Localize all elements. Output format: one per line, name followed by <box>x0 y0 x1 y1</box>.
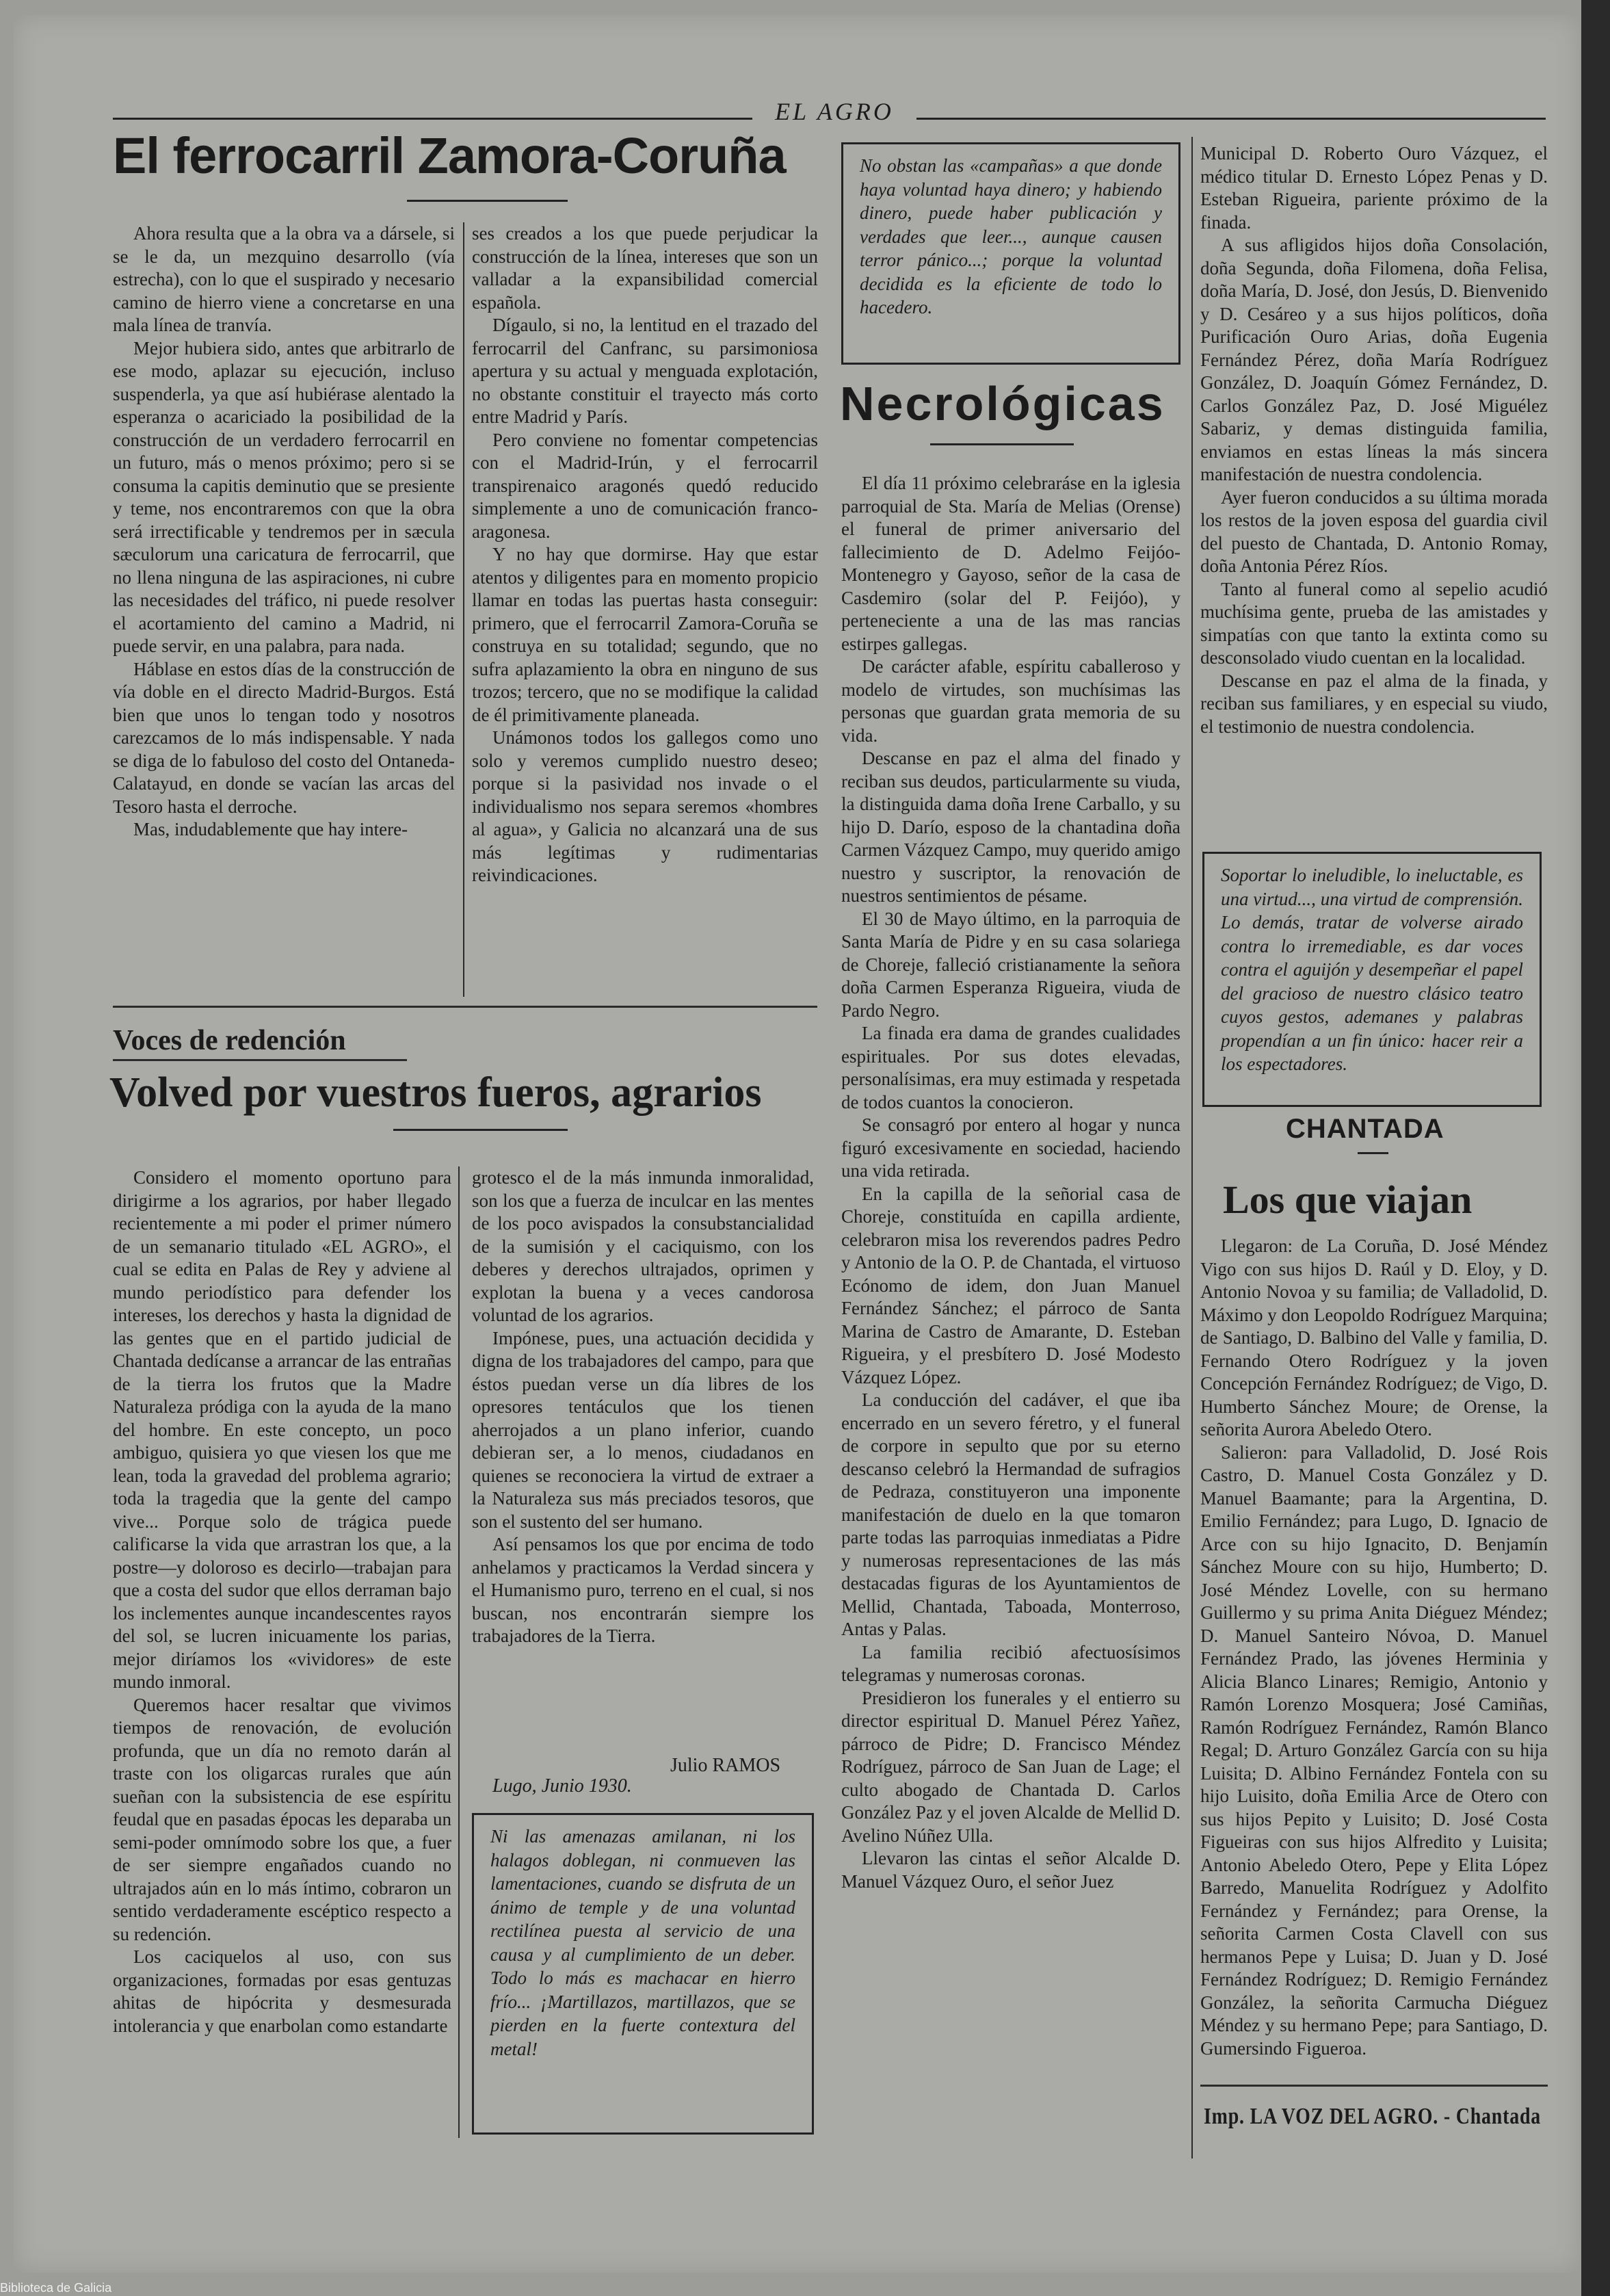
paragraph: La conducción del cadáver, el que iba encerrado en un severo féretro, y el funeral de corpore in sepulto que por su eterno descanso celebró la Hermandad de sufragios de Pedraza, constituyeron una imponente manifestación de duelo en la que tomaron parte todas las parroquias inmediatas a Pidre y numerosas representaciones de las más destacadas figuras de los Ayuntamientos de Mellid, Chantada, Taboada, Monterroso, Antas y Palas. <box>841 1390 1180 1639</box>
paragraph: Mas, indudablemente que hay intere- <box>133 819 408 839</box>
paragraph: Dígaulo, si no, la lentitud en el trazado del ferrocarril del Canfranc, su parsimoniosa apertura y su actual y menguada explotación, no obstante constituir el trayecto más corto entre Madrid y París. <box>472 315 818 427</box>
column-rule <box>463 222 464 997</box>
header-rule-right <box>916 118 1546 120</box>
kicker-rule <box>113 1059 407 1061</box>
article2-title-rule <box>393 1129 568 1131</box>
section-divider <box>113 1006 817 1008</box>
paragraph: La familia recibió afectuosísimos telegramas y numerosas coronas. <box>841 1641 1180 1685</box>
header-rule-left <box>113 118 752 120</box>
paragraph: El 30 de Mayo último, en la parroquia de Santa María de Pidre y en su casa solariega de Choreje, falleció cristianamente la señora doña Carmen Esperanza Rigueira, viuda de Pardo Negro. <box>841 908 1180 1021</box>
article1-column-2 <box>472 222 818 887</box>
article2-dateline: Lugo, Junio 1930. <box>492 1775 632 1797</box>
paragraph: Háblase en estos días de la construcción de vía doble en el directo Madrid-Burgos. Está bien que unos lo tengan todo y nosotros carezcamos de lo más indispensable. Y nada se diga de lo fabuloso del costo del Ontaneda-Calatayud, en donde se vacían las arcas del Tesoro hasta el derroche. <box>113 658 455 817</box>
paragraph: Descanse en paz el alma del finado y reciban sus deudos, particularmente su viuda, la distinguida dama doña Irene Carballo, y su hijo D. Darío, esposo de la chantadina doña Carmen Vázquez Campo, muy querido amigo nuestro y suscriptor, la renovación de nuestros sentimientos de pésame. <box>841 748 1180 906</box>
paragraph: La finada era dama de grandes cualidades espirituales. Por sus dotes elevadas, personalísimas, era muy estimada y respetada de todos cuantos la conocieron. <box>841 1023 1180 1112</box>
article1-column-1 <box>113 222 455 842</box>
paragraph: Llevaron las cintas el señor Alcalde D. Manuel Vázquez Ouro, el señor Juez <box>841 1848 1180 1892</box>
imprint-rule <box>1200 2085 1548 2087</box>
chantada-kicker: CHANTADA <box>1286 1114 1444 1144</box>
article2-title: Volved por vuestros fueros, agrarios <box>109 1069 762 1116</box>
paragraph: El día 11 próximo celebraráse en la iglesia parroquial de Sta. María de Melias (Orense) el funeral de primer aniversario del fallecimiento de D. Adelmo Feijóo-Montenegro y Gayoso, señor de la casa de Casdemiro (solar del P. Feijóo), y perteneciente a una de las mas rancias estirpes gallegas. <box>841 473 1180 654</box>
paragraph: De carácter afable, espíritu caballeroso y modelo de virtudes, son muchísimas las personas que guardan grata memoria de su vida. <box>841 656 1180 746</box>
article2-kicker: Voces de redención <box>113 1025 346 1056</box>
article2-signature: Julio RAMOS <box>670 1755 781 1776</box>
paragraph: Mejor hubiera sido, antes que arbitrarlo de ese modo, aplazar su ejecución, incluso suspenderla, ya que así hubiérase alentado la esperanza o acariciado la posibilidad de la construcción de un verdadero ferrocarril en un futuro, más o menos próximo; pero si se consuma la capitis deminutio que se presiente y teme, nos encontraremos con que la obra será irrectificable y tendremos per in sæcula sæculorum una caricatura de ferrocarril, que no llena ninguna de las aspiraciones, ni cubre las necesidades del tráfico, ni puede resolver el acortamiento del camino a Madrid, ni puede servir, en una palabra, para nada. <box>113 337 455 656</box>
paragraph: Ayer fueron conducidos a su última morada los restos de la joven esposa del guardia civil del puesto de Chantada, D. Antonio Romay, doña Antonia Pérez Ríos. <box>1200 486 1548 576</box>
necrologicas-title-rule <box>930 443 1074 445</box>
paragraph: Los caciquelos al uso, con sus organizaciones, formadas por esas gentuzas ahitas de hipócrita y desmesurada intolerancia y que enarbolan como estandarte <box>113 1946 451 2036</box>
paragraph: Tanto al funeral como al sepelio acudió muchísima gente, prueba de las amistades y simpatías con que tanto la extinta como su desconsolado viudo cuentan en la localidad. <box>1200 578 1548 668</box>
paragraph: Salieron: para Valladolid, D. José Rois Castro, D. Manuel Costa González y D. Manuel Baamante; para la Argentina, D. Emilio Fernández; para Lugo, D. Ignacio de Arce con su hijo Ignacito, D. Benjamín Sánchez Moure con su hijo, Humberto; D. José Méndez Lovelle, con su hermano Guillermo y su prima Anita Diéguez Méndez; D. Manuel Santeiro Nóvoa, D. Manuel Fernández Prado, las jóvenes Herminia y Alicia Blanco Linares; Remigio, Antonio y Ramón Lorenzo Mosquera; José Camiñas, Ramón Rodríguez Fernández, Ramón Blanco Regal; D. Arturo González García con su hija Luisita; D. Albino Fernández Fontela con su hijo Luisito, doña Emilia Arce de Otero con sus hijos Pepito y Luisito; D. José Costa Figueiras con sus hijos Alfredito y Luisita; Antonio Abeledo Otero, Pepe y Elita López Barredo, Manuelita Rodríguez y Adolfito Fernández y Fernández; para Orense, la señorita Carmen Costa Clavell con sus hermanos Pepe y Luisa; D. Juan y D. José Fernández Rodríguez; D. Remigio Fernández González, la señorita Carmucha Diéguez Méndez y su hermano Pepe; para Santiago, D. Gumersindo Figueroa. <box>1200 1441 1548 2059</box>
article1-title: El ferrocarril Zamora-Coruña <box>113 127 786 184</box>
chantada-title: Los que viajan <box>1223 1177 1473 1222</box>
paragraph: Se consagró por entero al hogar y nunca figuró excesivamente en sociedad, haciendo una vida retirada. <box>841 1114 1180 1181</box>
paragraph: Municipal D. Roberto Ouro Vázquez, el médico titular D. Ernesto López Penas y D. Esteban Rigueira, pariente próximo de la finada. <box>1200 143 1548 233</box>
paragraph: Pero conviene no fomentar competencias con el Madrid-Irún, y el ferrocarril transpirenaico aragonés quedó reducido simplemente a uno de comunicación franco-aragonesa. <box>472 429 818 542</box>
article1-title-rule <box>407 200 568 202</box>
paragraph: ses creados a los que puede perjudicar la construcción de la línea, intereses que son un valladar a la expansibilidad comercial española. <box>472 223 818 313</box>
necrologicas-column <box>841 472 1180 1893</box>
paragraph: Impónese, pues, una actuación decidida y digna de los trabajadores del campo, para que éstos puedan verse un día libres de los opresores tentáculos que los tienen aherrojados a un plano inferior, cuando debieran ser, a lo menos, ciudadanos en quienes se reconociera la virtud de extraer a la Naturaleza sus más preciados tesoros, que son el sustento del ser humano. <box>472 1327 814 1532</box>
paragraph: Descanse en paz el alma de la finada, y reciban sus familiares, y en especial su viudo, el testimonio de nuestra condolencia. <box>1200 670 1548 737</box>
paragraph: A sus afligidos hijos doña Consolación, doña Segunda, doña Filomena, doña Felisa, doña María, D. José, don Jesús, D. Bienvenido y D. Cesáreo y a sus hijos políticos, doña Purificación Ouro Arias, doña Eugenia Fernández Pérez, doña María Rodríguez González, D. Joaquín Gómez Fernández, D. Carlos González Paz, D. José Miguélez Sabariz, y demas distinguida familia, enviamos en estas líneas la más sincera manifestación de nuestra condolencia. <box>1200 235 1548 484</box>
article2-column-1 <box>113 1166 451 2037</box>
library-watermark: Biblioteca de Galicia <box>0 2281 112 2295</box>
kicker-dash <box>1358 1152 1388 1154</box>
quote-box-campanas <box>841 142 1180 365</box>
necrologicas-continued-column <box>1200 142 1548 738</box>
necrologicas-title: Necrológicas <box>840 377 1165 430</box>
column-rule <box>458 1166 460 2138</box>
quote-text: No obstan las «campañas» a que donde haya voluntad haya dinero; y habiendo dinero, puede haber publicación y verdades que leer..., aunque causen terror pánico...; porque la voluntad decidida es la eficiente de todo lo hacedero. <box>860 155 1162 317</box>
quote-text: Soportar lo ineludible, lo ineluctable, es una virtud..., una virtud de comprensión. Lo demás, tratar de volverse airado contra lo irremediable, es dar voces contra el aguijón y desempeñar el papel del gracioso de nuestro clásico teatro cuyos gestos, ademanes y palabras propendían a un fin único: hacer reir a los espectadores. <box>1221 865 1523 1074</box>
paragraph: Así pensamos los que por encima de todo anhelamos y practicamos la Verdad sincera y el Humanismo puro, terreno en el cual, si nos buscan, nos encontrarán siempre los trabajadores de la Tierra. <box>472 1534 814 1646</box>
paragraph: Considero el momento oportuno para dirigirme a los agrarios, por haber llegado recientemente a mi poder el primer número de un semanario titulado «EL AGRO», el cual se edita en Palas de Rey y adviene al mundo periodístico para defender los intereses, los derechos y hasta la dignidad de las gentes que en el partido judicial de Chantada dedícanse a arrancar de las entrañas de la tierra los frutos que la Madre Naturaleza pródiga con la ayuda de la mano del hombre. En este concepto, un poco ambiguo, quisiera yo que viesen los que me lean, toda la gravedad del problema agrario; toda la tragedia que la gente del campo vive... Porque solo de trágica puede calificarse la vida que arrastran los que, a la postre—y doloroso es decirlo—trabajan para que a costa del sudor que ellos derraman bajo los inclementes aunque incandescentes rayos del sol, se lucren inicuamente los parias, mejor diríamos los «vividores» de este mundo inmoral. <box>113 1167 451 1692</box>
paragraph: Queremos hacer resaltar que vivimos tiempos de renovación, de evolución profunda, que un día no remoto darán al traste con los oligarcas rurales que aún sueñan con la subsistencia de ese espíritu feudal que en pasadas épocas les deparaba un semi-poder omnímodo sobre los que, a fuer de ser siempre engañados cuando no ultrajados aún en lo más íntimo, cobraron un sentido verdaderamente escéptico respecto a su redención. <box>113 1694 451 1944</box>
article2-column-2 <box>472 1166 814 1648</box>
quote-box-amenazas <box>472 1813 814 2135</box>
paragraph: Y no hay que dormirse. Hay que estar atentos y diligentes para en momento propicio llamar en todas las puertas hasta conseguir: primero, que el ferrocarril Zamora-Coruña se construya en su totalidad; segundo, que no sufra aplazamiento la obra en ninguno de sus trozos; tercero, que no se modifique la calidad de él primitivamente planeada. <box>472 544 818 725</box>
paragraph: En la capilla de la señorial casa de Choreje, constituída en capilla ardiente, celebraron misa los reverendos padres Pedro y Antonio de la O. P. de Chantada, el virtuoso Ecónomo de idem, don Juan Manuel Fernández Sánchez; el párroco de Santa Marina de Castro de Amarante, D. Esteban Rigueira, y el presbítero D. José Modesto Vázquez López. <box>841 1183 1180 1387</box>
paragraph: Llegaron: de La Coruña, D. José Méndez Vigo con sus hijos D. Raúl y D. Eloy, y D. Antonio Novoa y su familia; de Valladolid, D. Máximo y don Leopoldo Rodríguez Marquina; de Santiago, D. Balbino del Valle y familia, D. Fernando Otero Rodríguez y la joven Concepción Fernández Rodríguez; de Vigo, D. Humberto Sánchez Moure; de Orense, la señorita Aurora Abeledo Otero. <box>1200 1236 1548 1439</box>
column-rule <box>1191 137 1193 2158</box>
running-head: EL AGRO <box>775 98 894 125</box>
paragraph: grotesco el de la más inmunda inmoralidad, son los que a fuerza de inculcar en las mentes de los poco avispados la consubstancialidad de la sumisión y el caciquismo, con los deberes y derechos ultrajados, oprimen y explotan la buena y a veces candorosa voluntad de los agrarios. <box>472 1167 814 1325</box>
scan-border <box>1581 0 1610 2296</box>
imprint: Imp. LA VOZ DEL AGRO. - Chantada <box>1204 2104 1542 2129</box>
quote-box-soportar <box>1202 852 1542 1107</box>
quote-text: Ni las amenazas amilanan, ni los halagos doblegan, ni conmueven las lamentaciones, cuando se disfruta de un ánimo de temple y de una voluntad rectilínea puesta al servicio de una causa y al cumplimiento de un deber. Todo lo más es machacar en hierro frío... ¡Martillazos, martillazos, que se pierden en la fuerte contextura del metal! <box>490 1826 795 2059</box>
paragraph: Presidieron los funerales y el entierro su director espiritual D. Manuel Pérez Yañez, párroco de Pidre; D. Francisco Méndez Rodríguez, párroco de San Juan de Lage; el culto abogado de Chantada D. Carlos González Paz y el joven Alcalde de Mellid D. Avelino Núñez Ulla. <box>841 1687 1180 1846</box>
paragraph: Ahora resulta que a la obra va a dársele, si se le da, un mezquino desarrollo (vía estrecha), con lo que el suspirado y necesario camino de hierro viene a concretarse en una mala línea de tranvía. <box>113 223 455 335</box>
chantada-column <box>1200 1235 1548 2060</box>
paragraph: Unámonos todos los gallegos como uno solo y veremos cumplido nuestro deseo; porque si la pasividad nos invade o el individualismo nos separa seremos «hombres al agua», y Galicia no alcanzará una de sus más legítimas y rudimentarias reivindicaciones. <box>472 727 818 885</box>
